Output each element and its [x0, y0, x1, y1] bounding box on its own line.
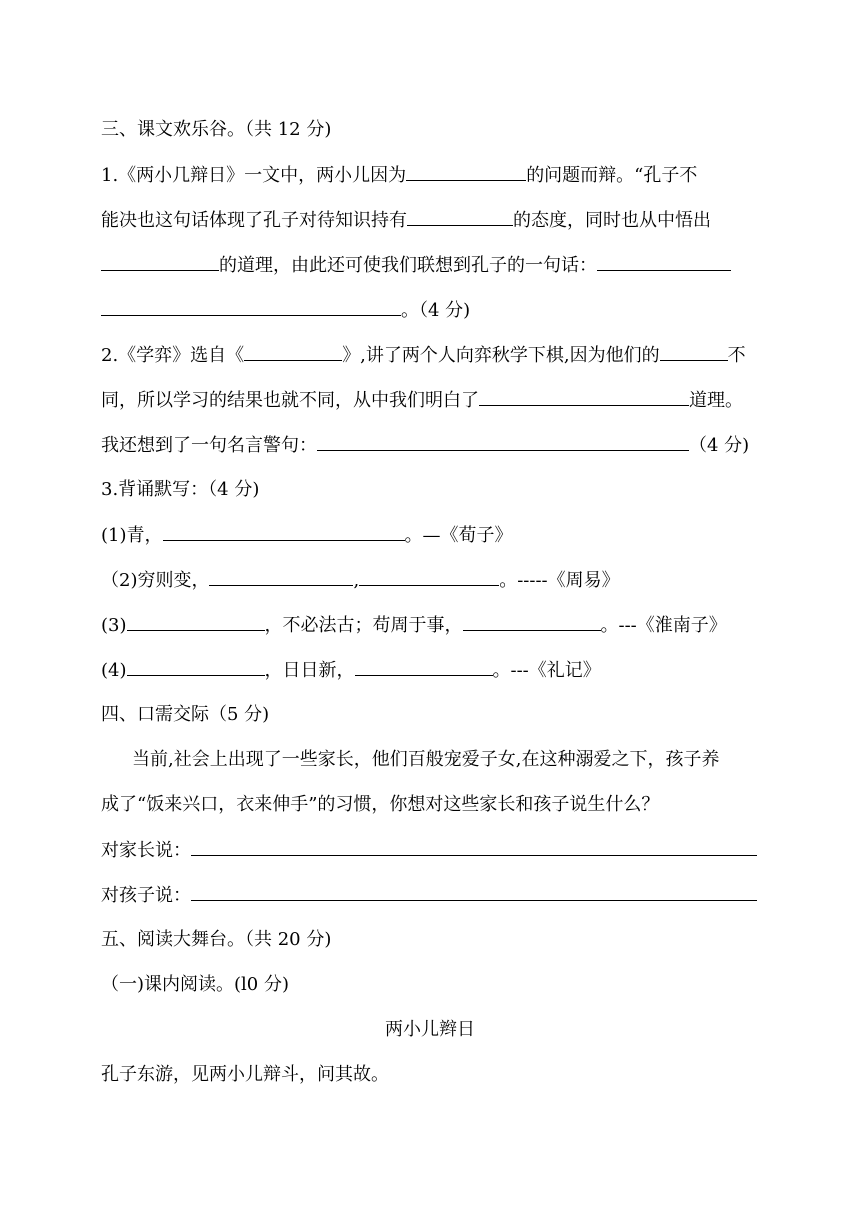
q1-text-a: 1.《两小几辩日》一文中，两小儿因为	[101, 165, 407, 186]
q1-text-e: 的道理，由此还可使我们联想到孔子的一句话：	[219, 255, 597, 276]
q1-line3	[101, 252, 731, 278]
q2-line3	[101, 432, 749, 458]
to-parents-line	[101, 837, 757, 863]
section4-paragraph-2: 成了“饭来兴口，衣来伸手”的习惯，你想对这些家长和孩子说生什么？	[101, 794, 660, 815]
q3-i4-b: ，日日新，	[264, 660, 355, 681]
q1-blank5[interactable]	[101, 297, 401, 316]
q2-text-b: 》,讲了两个人向弈秋学下棋,因为他们的	[342, 345, 660, 366]
passage-title: 两小儿辫日	[385, 1019, 475, 1040]
q3-i3-c: 。---《淮南子》	[600, 615, 727, 636]
q3-i2-blank1[interactable]	[209, 567, 353, 586]
q3-i3-blank1[interactable]	[127, 612, 265, 631]
section4-heading: 四、口需交际（5 分)	[101, 704, 270, 725]
q1-text-f: 。（4 分)	[401, 300, 471, 321]
q3-i2-b: ,	[353, 570, 360, 591]
section5-heading: 五、阅读大舞台。（共 20 分)	[101, 929, 332, 950]
q1-blank1[interactable]	[406, 162, 526, 181]
q2-text-a: 2.《学弈》选自《	[101, 345, 245, 366]
section4-paragraph-1: 当前,社会上出现了一些家长，他们百般宠爱子女,在这种溺爱之下，孩子养	[132, 749, 720, 770]
q3-i3-b: ，不必法古；苟周于事，	[264, 615, 463, 636]
to-parents-label: 对家长说：	[101, 840, 191, 861]
q2-blank4[interactable]	[317, 432, 689, 451]
q2-blank1[interactable]	[244, 342, 342, 361]
q3-i1-a: (1)青，	[101, 525, 163, 546]
q3-i2-c: 。-----《周易》	[499, 570, 620, 591]
section5-subheading: （一)课内阅读。(l0 分)	[101, 974, 289, 995]
q3-item3	[101, 612, 727, 638]
q1-line2	[101, 207, 711, 233]
to-parents-blank[interactable]	[191, 837, 757, 856]
q3-item1	[101, 522, 513, 548]
q2-text-f: 我还想到了一句名言警句：	[101, 435, 317, 456]
q1-blank4[interactable]	[597, 252, 731, 271]
q1-blank2[interactable]	[407, 207, 513, 226]
to-children-line	[101, 882, 757, 908]
section3-heading: 三、课文欢乐谷。（共 12 分)	[101, 119, 332, 140]
q2-text-c: 不	[727, 345, 746, 366]
to-children-blank[interactable]	[191, 882, 757, 901]
q1-text-c: 能决也这句话体现了孔子对待知识持有	[101, 210, 407, 231]
q3-i3-a: (3)	[101, 615, 127, 636]
q1-text-b: 的问题而辩。“孔子不	[526, 165, 698, 186]
q3-i2-a: （2)穷则变，	[101, 570, 210, 591]
passage-text: 孔子东游，见两小儿辩斗，问其故。	[101, 1064, 389, 1085]
q3-item2	[101, 567, 620, 593]
q1-line4	[101, 297, 470, 323]
q2-text-g: （4 分)	[689, 435, 750, 456]
q3-title: 3.背诵默写：（4 分)	[101, 479, 260, 500]
to-children-label: 对孩子说：	[101, 885, 191, 906]
q2-text-d: 同，所以学习的结果也就不同，从中我们明白了	[101, 390, 479, 411]
q3-i4-a: (4)	[101, 660, 127, 681]
q2-blank2[interactable]	[660, 342, 728, 361]
q3-i1-blank[interactable]	[163, 522, 405, 541]
q1-text-d: 的态度，同时也从中悟出	[513, 210, 711, 231]
q1-blank3[interactable]	[101, 252, 219, 271]
q3-i4-blank2[interactable]	[355, 657, 493, 676]
q3-i4-blank1[interactable]	[127, 657, 265, 676]
q3-i4-c: 。---《礼记》	[492, 660, 601, 681]
q2-line1	[101, 342, 746, 368]
q3-i2-blank2[interactable]	[359, 567, 499, 586]
q2-text-e: 道理。	[689, 390, 743, 411]
q3-i3-blank2[interactable]	[463, 612, 601, 631]
q2-blank3[interactable]	[479, 387, 689, 406]
q3-item4	[101, 657, 601, 683]
q2-line2	[101, 387, 743, 413]
q3-i1-b: 。—《荀子》	[404, 525, 513, 546]
q1-line1	[101, 162, 697, 188]
